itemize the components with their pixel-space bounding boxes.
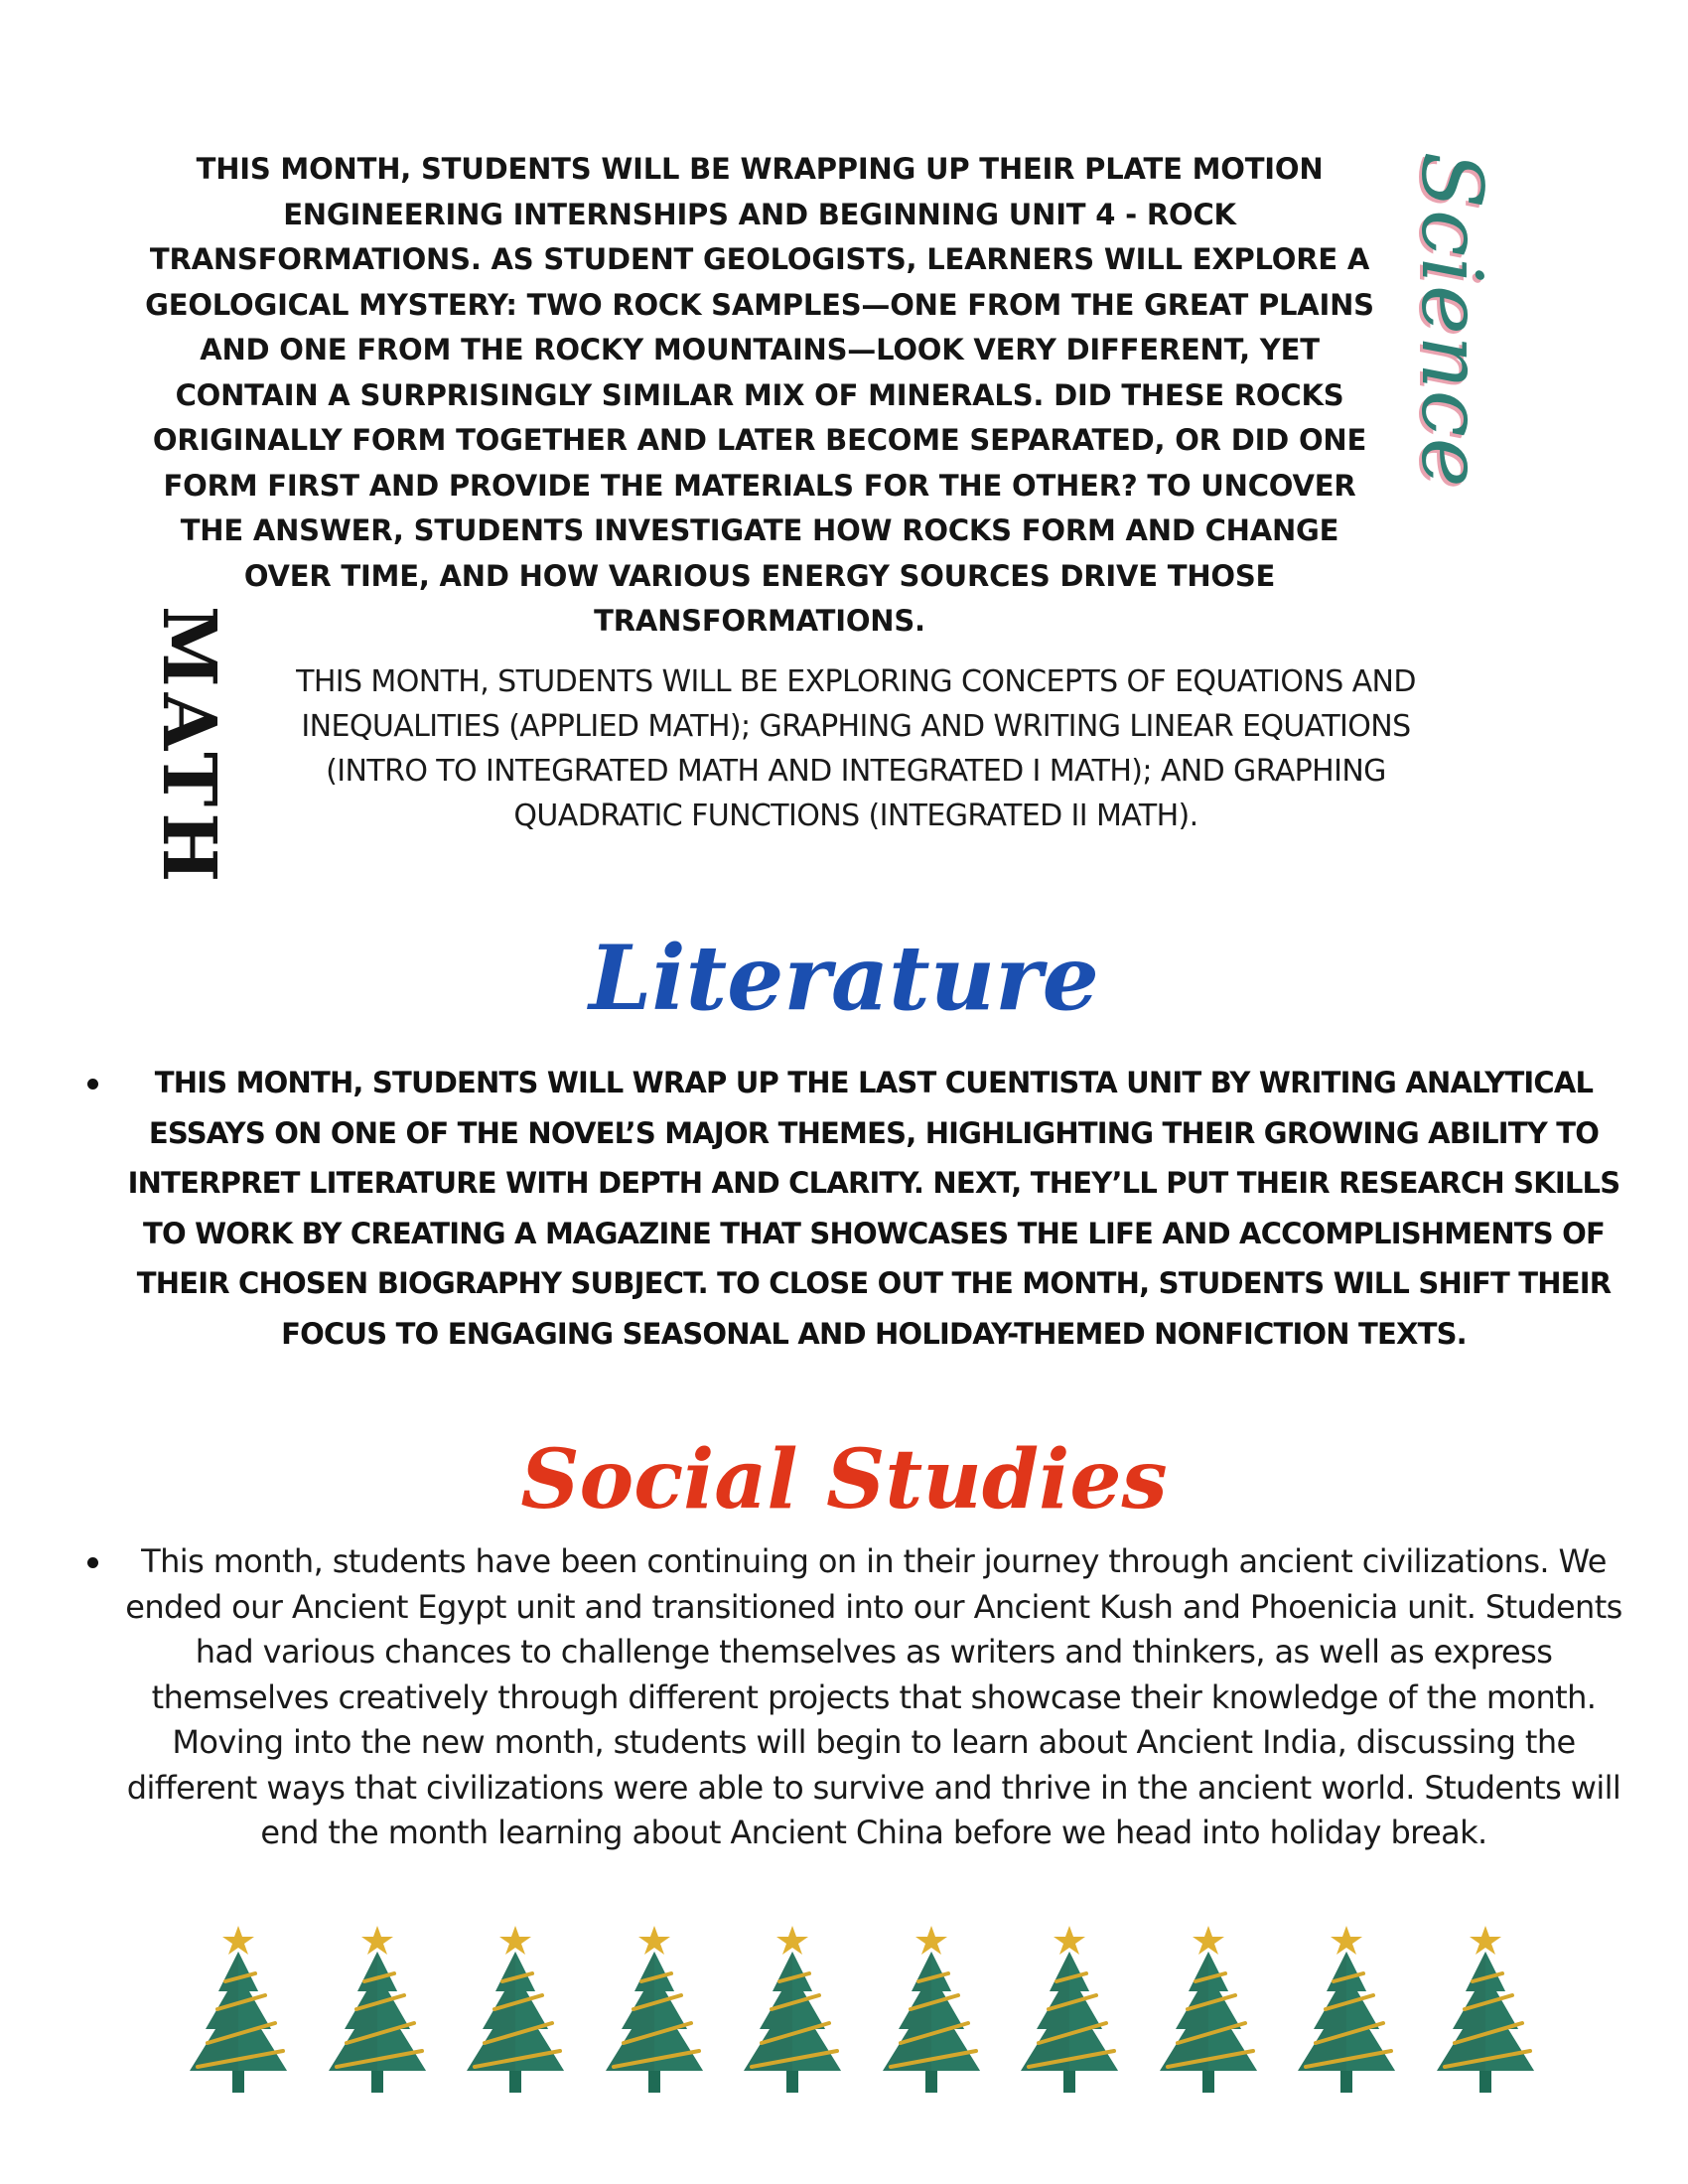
literature-bullet	[87, 1079, 98, 1090]
social-studies-bullet	[87, 1557, 98, 1568]
christmas-tree-icon	[461, 1922, 570, 2120]
christmas-tree-icon	[1154, 1922, 1263, 2120]
christmas-tree-icon	[738, 1922, 847, 2120]
math-heading: MATH	[146, 605, 231, 889]
literature-heading: Literature	[589, 926, 1099, 1031]
social-studies-body: This month, students have been continuing on in their journey through ancient civilizations. We ended our Ancient Egypt unit and transitioned into our Ancient Kush and Phoenicia unit. Students had various chances to challenge themselves as writers and thinkers, as well as express themselves creatively through different projects that showcase their knowledge of the month. Moving into the new month, students will begin to learn about Ancient India, discussing the different ways that civilizations were able to survive and thrive in the ancient world. Students will end the month learning about Ancient China before we head into holiday break.	[125, 1542, 1622, 1851]
christmas-tree-icon	[1431, 1922, 1540, 2120]
christmas-tree-icon	[184, 1922, 293, 2120]
literature-body: THIS MONTH, STUDENTS WILL WRAP UP THE LAST CUENTISTA UNIT BY WRITING ANALYTICAL ESSAYS ON ONE OF THE NOVEL’S MAJOR THEMES, HIGHLIGHTING THEIR GROWING ABILITY TO INTERPRET LITERATURE WITH DEPTH AND CLARITY. NEXT, THEY’LL PUT THEIR RESEARCH SKILLS TO WORK BY CREATING A MAGAZINE THAT SHOWCASES THE LIFE AND ACCOMPLISHMENTS OF THEIR CHOSEN BIOGRAPHY SUBJECT. TO CLOSE OUT THE MONTH, STUDENTS WILL SHIFT THEIR FOCUS TO ENGAGING SEASONAL AND HOLIDAY-THEMED NONFICTION TEXTS.	[127, 1066, 1620, 1351]
social-studies-heading: Social Studies	[520, 1432, 1168, 1528]
science-body: THIS MONTH, STUDENTS WILL BE WRAPPING UP THEIR PLATE MOTION ENGINEERING INTERNSHIPS AND BEGINNING UNIT 4 - ROCK TRANSFORMATIONS. AS STUDENT GEOLOGISTS, LEARNERS WILL EXPLORE A GEOLOGICAL MYSTERY: TWO ROCK SAMPLES—ONE FROM THE GREAT PLAINS AND ONE FROM THE ROCKY MOUNTAINS—LOOK VERY DIFFERENT, YET CONTAIN A SURPRISINGLY SIMILAR MIX OF MINERALS. DID THESE ROCKS ORIGINALLY FORM TOGETHER AND LATER BECOME SEPARATED, OR DID ONE FORM FIRST AND PROVIDE THE MATERIALS FOR THE OTHER? TO UNCOVER THE ANSWER, STUDENTS INVESTIGATE HOW ROCKS FORM AND CHANGE OVER TIME, AND HOW VARIOUS ENERGY SOURCES DRIVE THOSE TRANSFORMATIONS.	[145, 152, 1374, 638]
christmas-tree-icon	[877, 1922, 986, 2120]
christmas-tree-icon	[1015, 1922, 1124, 2120]
christmas-tree-icon	[323, 1922, 432, 2120]
christmas-tree-border	[0, 1922, 1688, 2120]
science-heading: Science	[1403, 151, 1500, 489]
christmas-tree-icon	[1292, 1922, 1401, 2120]
math-body: THIS MONTH, STUDENTS WILL BE EXPLORING CONCEPTS OF EQUATIONS AND INEQUALITIES (APPLIED MATH); GRAPHING AND WRITING LINEAR EQUATIONS (INTRO TO INTEGRATED MATH AND INTEGRATED I MATH); AND GRAPHING QUADRATIC FUNCTIONS (INTEGRATED II MATH).	[296, 664, 1416, 833]
christmas-tree-icon	[600, 1922, 709, 2120]
